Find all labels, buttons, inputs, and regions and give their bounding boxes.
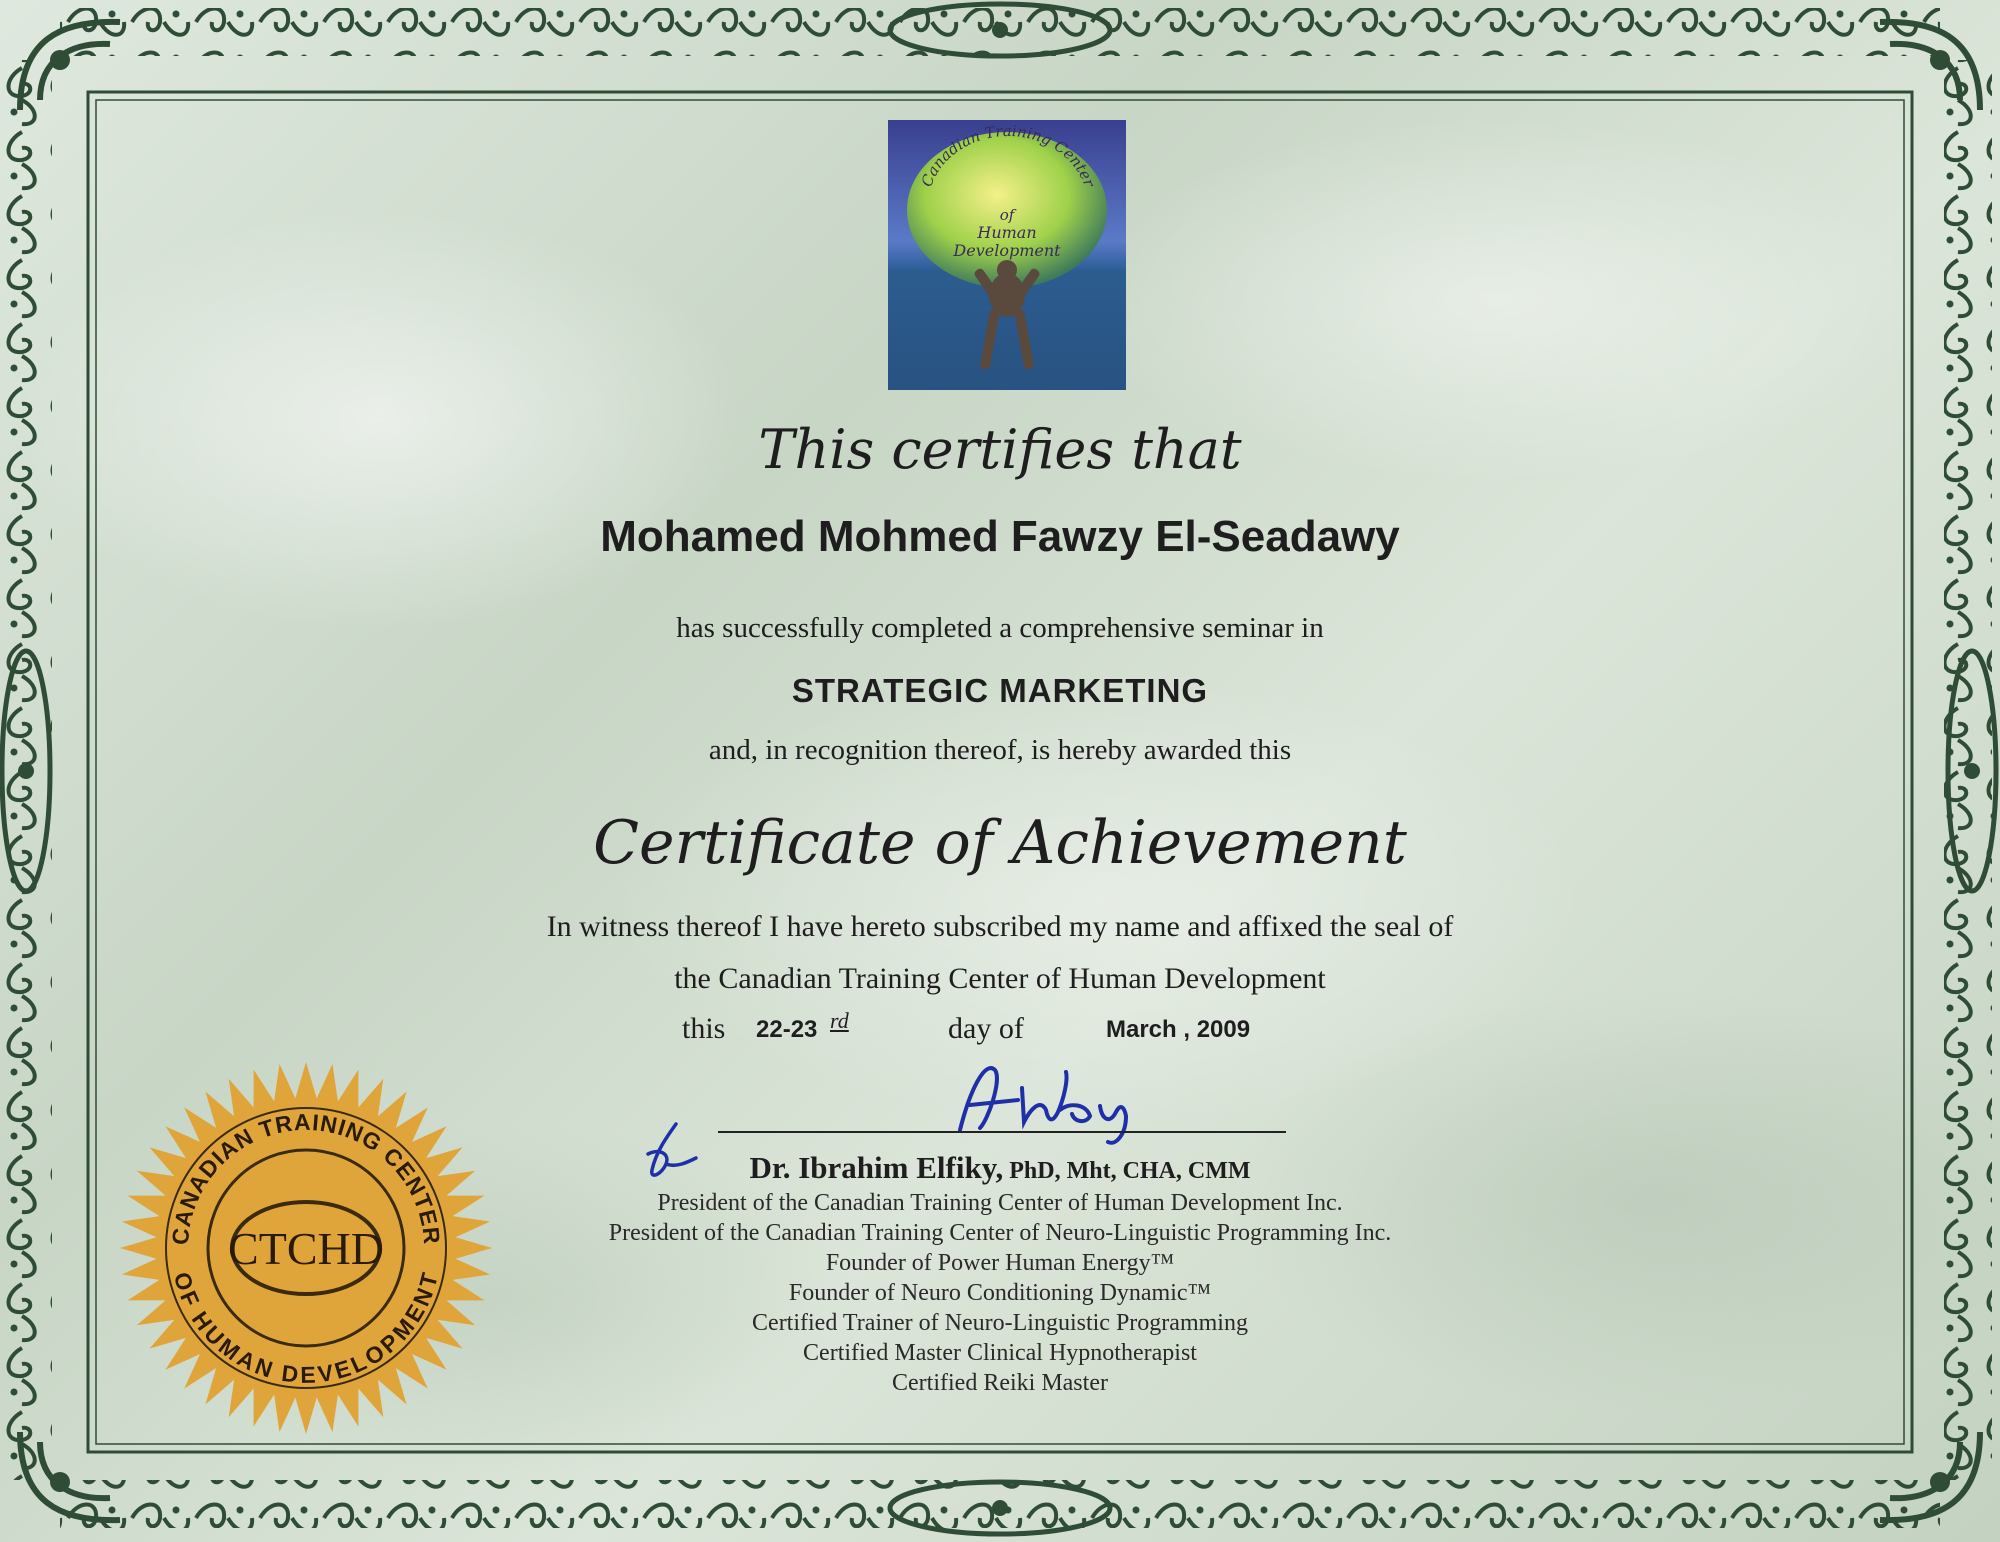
logo-text-development: Development xyxy=(953,241,1061,260)
signatory-title-4: Founder of Neuro Conditioning Dynamic™ xyxy=(788,1280,1212,1306)
recognition-statement: and, in recognition thereof, is hereby awarded this xyxy=(708,734,1292,766)
signatory-title-7: Certified Reiki Master xyxy=(892,1370,1108,1396)
seal-center-text: CTCHD xyxy=(228,1223,384,1274)
signatory-title-3: Founder of Power Human Energy™ xyxy=(825,1250,1175,1276)
logo-text-of: of xyxy=(999,206,1015,224)
completion-statement: has successfully completed a comprehensive seminar in xyxy=(676,612,1324,644)
signatory-title-6: Certified Master Clinical Hypnotherapist xyxy=(803,1340,1197,1366)
signature-line xyxy=(718,1131,1286,1133)
date-day-of-label: day of xyxy=(948,1012,1024,1045)
signatory-title-5: Certified Trainer of Neuro-Linguistic Programming xyxy=(752,1310,1248,1336)
certifies-heading: This certifies that xyxy=(758,418,1242,481)
signatory-name-text: Dr. Ibrahim Elfiky, xyxy=(749,1150,1004,1185)
signatory-title-1: President of the Canadian Training Center of Human Development Inc. xyxy=(657,1190,1343,1216)
date-day-suffix: rd xyxy=(830,1008,849,1033)
recipient-name: Mohamed Mohmed Fawzy El-Seadawy xyxy=(600,512,1400,561)
date-this-label: this xyxy=(682,1012,726,1045)
witness-statement-line2: the Canadian Training Center of Human Development xyxy=(674,962,1326,995)
signature-main xyxy=(940,1050,1200,1150)
date-day: 22-23 xyxy=(756,1016,818,1043)
witness-statement-line1: In witness thereof I have hereto subscribed my name and affixed the seal of xyxy=(546,910,1454,943)
award-title: Certificate of Achievement xyxy=(593,808,1407,878)
course-title: STRATEGIC MARKETING xyxy=(791,672,1209,709)
seal-ring-text-bottom: OF HUMAN DEVELOPMENT xyxy=(168,1269,444,1388)
signatory-credentials: PhD, Mht, CHA, CMM xyxy=(1003,1158,1251,1184)
signatory-title-2: President of the Canadian Training Center of Neuro-Linguistic Programming Inc. xyxy=(608,1220,1392,1246)
seal-ring-text-top: CANADIAN TRAINING CENTER xyxy=(166,1108,446,1246)
training-center-logo xyxy=(888,120,1126,390)
logo-arc-text: Canadian Training Center xyxy=(917,121,1099,190)
logo-text-human: Human xyxy=(977,223,1037,242)
ctchd-gold-seal xyxy=(118,1060,494,1436)
date-month-year: March , 2009 xyxy=(1106,1016,1251,1043)
